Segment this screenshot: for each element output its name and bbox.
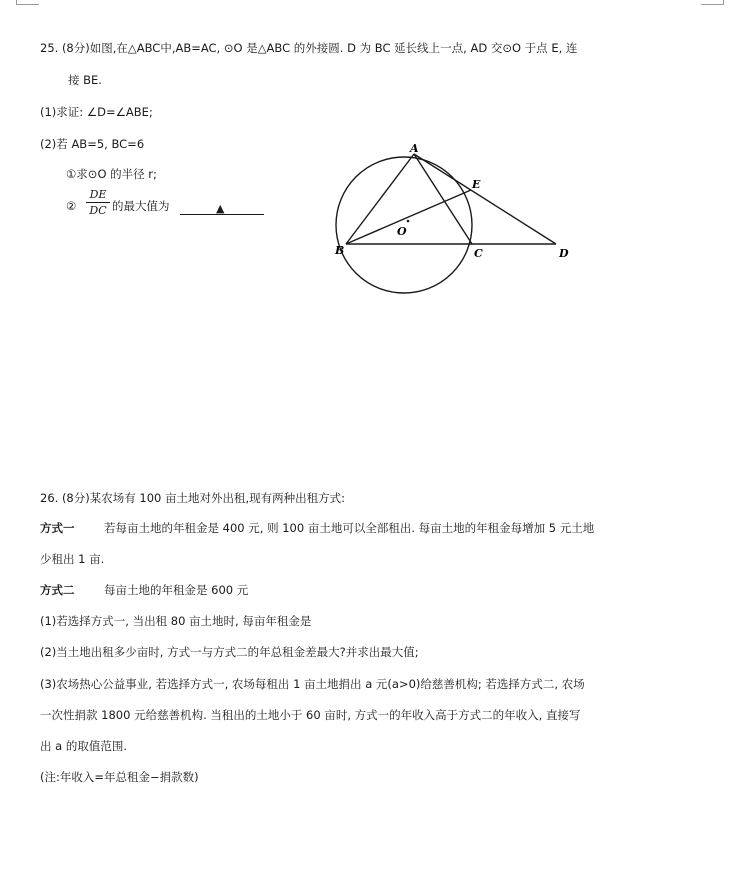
- q26-note: (注:年收入=年总租金−捐款数): [40, 770, 199, 784]
- label-o: O: [397, 225, 407, 238]
- center-point: [407, 220, 410, 223]
- q26-statement: 26. (8分)某农场有 100 亩土地对外出租,现有两种出租方式:: [40, 491, 346, 505]
- label-a: A: [410, 142, 419, 155]
- crop-mark-left: [16, 0, 39, 5]
- q26-method1-text2: 少租出 1 亩.: [40, 552, 105, 566]
- q25-statement-line2: 接 BE.: [68, 73, 102, 87]
- q26-method2-text: 每亩土地的年租金是 600 元: [104, 583, 249, 597]
- q26-method1-text: 若每亩土地的年租金是 400 元, 则 100 亩土地可以全部租出. 每亩土地的年租金每增加 5 元土地: [104, 521, 595, 535]
- label-c: C: [474, 247, 483, 260]
- q25-part1: (1)求证: ∠D=∠ABE;: [40, 105, 153, 119]
- label-e: E: [472, 178, 481, 191]
- q26-part3-line3: 出 a 的取值范围.: [40, 739, 128, 753]
- q26-part1: (1)若选择方式一, 当出租 80 亩土地时, 每亩年租金是: [40, 614, 312, 628]
- geometry-figure: [326, 140, 576, 300]
- fraction-numerator: DE: [89, 188, 107, 201]
- fraction-denominator: DC: [89, 204, 107, 217]
- q25-statement-line1: 25. (8分)如图,在△ABC中,AB=AC, ⊙O 是△ABC 的外接圆. D 为 BC 延长线上一点, AD 交⊙O 于点 E, 连: [40, 41, 578, 55]
- answer-placeholder-mark: ▲: [216, 202, 225, 215]
- q25-sub2-prefix: ②: [66, 199, 77, 213]
- q26-part2: (2)当土地出租多少亩时, 方式一与方式二的年总租金差最大?并求出最大值;: [40, 645, 419, 659]
- q26-method2-label: 方式二: [40, 583, 75, 597]
- label-b: B: [335, 244, 345, 257]
- answer-blank-line: [180, 214, 264, 215]
- label-d: D: [559, 247, 569, 260]
- q26-method1-label: 方式一: [40, 521, 75, 535]
- fraction-bar: [86, 202, 110, 203]
- q25-sub2-text: 的最大值为: [112, 199, 170, 213]
- crop-mark-right: [701, 0, 724, 5]
- segment-be: [346, 190, 471, 244]
- q25-fraction: [86, 188, 110, 217]
- q26-part3-line2: 一次性捐款 1800 元给慈善机构. 当租出的土地小于 60 亩时, 方式一的年收入高于方式二的年收入, 直接写: [40, 708, 581, 722]
- q25-part2: (2)若 AB=5, BC=6: [40, 137, 145, 151]
- segment-ac: [414, 154, 472, 244]
- q25-sub1: ①求⊙O 的半径 r;: [66, 167, 157, 181]
- q26-part3-line1: (3)农场热心公益事业, 若选择方式一, 农场每租出 1 亩土地捐出 a 元(a>0)给慈善机构; 若选择方式二, 农场: [40, 677, 585, 691]
- segment-ad: [414, 154, 556, 244]
